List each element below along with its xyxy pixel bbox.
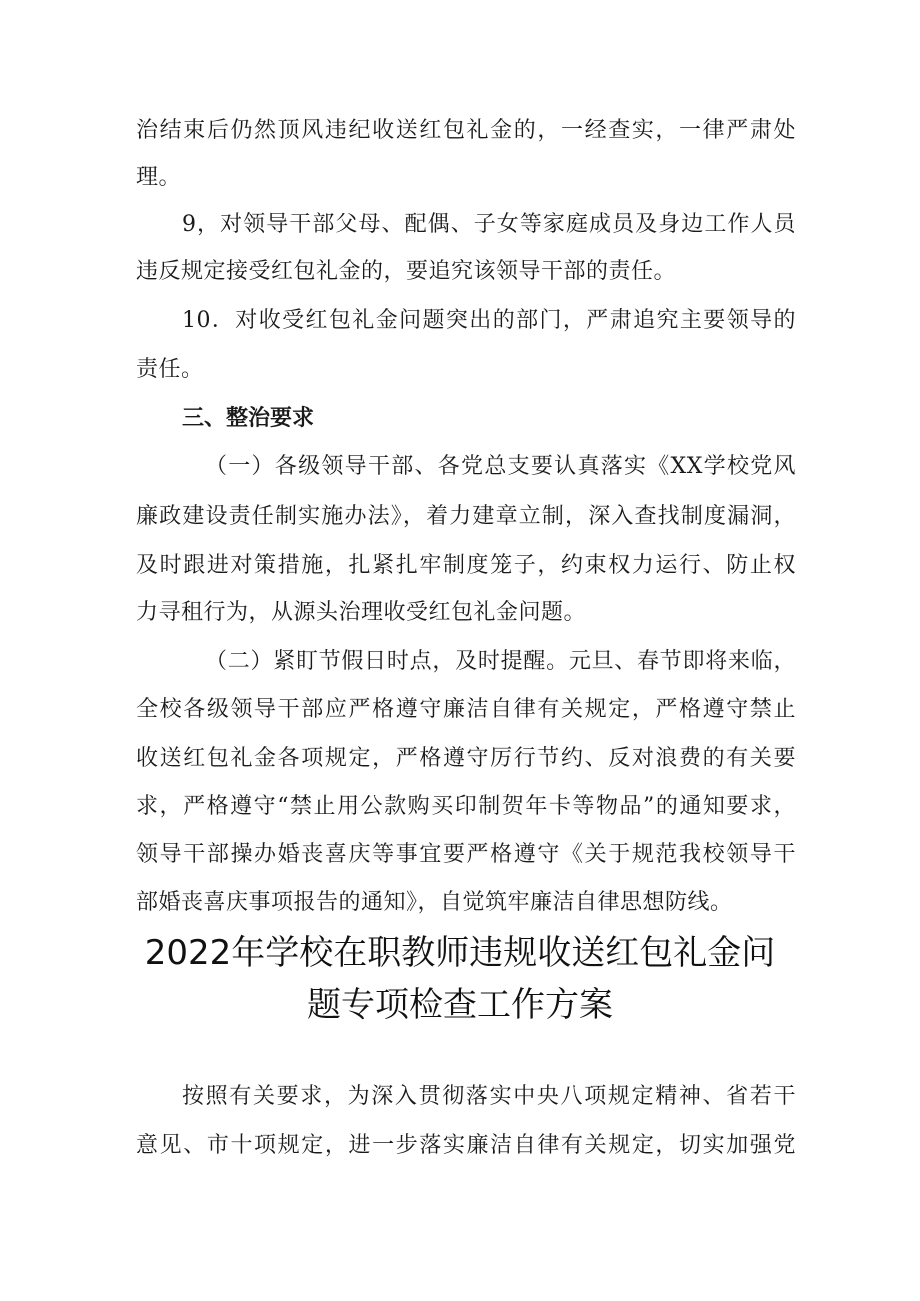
intro-line: 意见、市十项规定，进一步落实廉洁自律有关规定，切实加强党	[136, 1133, 796, 1158]
requirement-2-line: 部婚丧喜庆事项报告的通知》，自觉筑牢廉洁自律思想防线。	[136, 890, 733, 915]
document-title-line-1: 2022年学校在职教师违规收送红包礼金问	[144, 933, 776, 973]
item-9-line: 9，对领导干部父母、配偶、子女等家庭成员及身边工作人员	[182, 212, 796, 237]
item-10-line: 责任。	[136, 357, 204, 382]
requirement-2-line: 全校各级领导干部应严格遵守廉洁自律有关规定，严格遵守禁止	[136, 697, 796, 722]
document-title-line-2: 题专项检查工作方案	[307, 985, 613, 1025]
item-10-line: 10．对收受红包礼金问题突出的部门，严肃追究主要领导的	[182, 308, 796, 333]
intro-line: 按照有关要求，为深入贯彻落实中央八项规定精神、省若干	[182, 1084, 796, 1109]
requirement-2-line: 求，严格遵守“禁止用公款购买印制贺年卡等物品”的通知要求，	[136, 794, 796, 819]
paragraph-line: 理。	[136, 165, 182, 190]
requirement-2-line: 收送红包礼金各项规定，严格遵守厉行节约、反对浪费的有关要	[136, 746, 796, 771]
requirement-1-line: 力寻租行为，从源头治理收受红包礼金问题。	[136, 600, 587, 625]
requirement-1-line: 廉政建设责任制实施办法》，着力建章立制，深入查找制度漏洞，	[136, 504, 796, 529]
requirement-2-line: （二）紧盯节假日时点，及时提醒。元旦、春节即将来临，	[205, 649, 796, 674]
item-9-line: 违反规定接受红包礼金的，要追究该领导干部的责任。	[136, 259, 677, 284]
requirement-1-line: 及时跟进对策措施，扎紧扎牢制度笼子，约束权力运行、防止权	[136, 553, 796, 578]
requirement-1-line: （一）各级领导干部、各党总支要认真落实《XX学校党风	[205, 454, 796, 479]
paragraph-line: 治结束后仍然顶风违纪收送红包礼金的，一经查实，一律严肃处	[136, 118, 796, 143]
section-heading: 三、整治要求	[182, 406, 315, 431]
requirement-2-line: 领导干部操办婚丧喜庆等事宜要严格遵守《关于规范我校领导干	[136, 842, 796, 867]
